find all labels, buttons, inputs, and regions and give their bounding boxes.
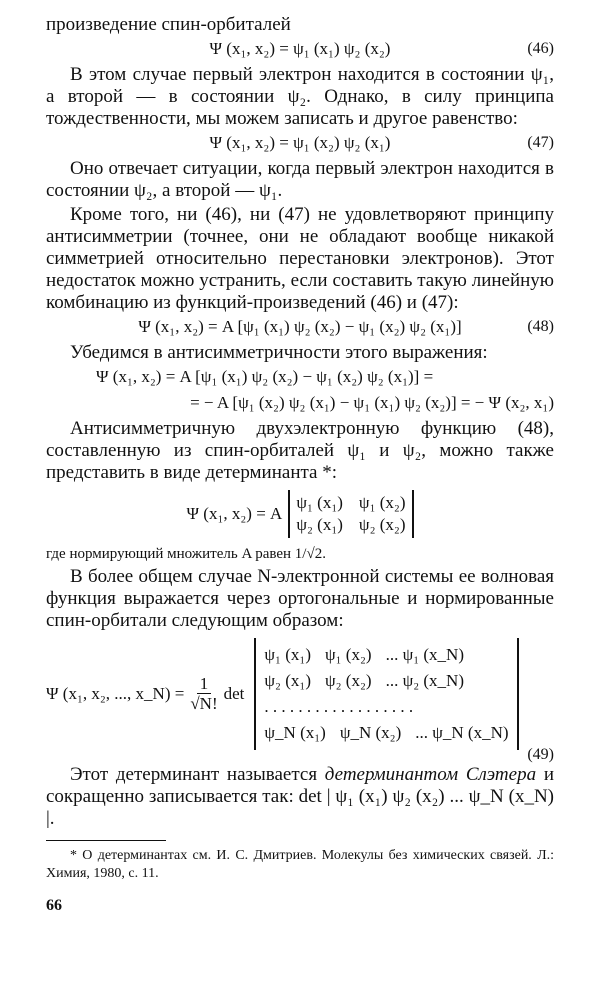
equation-48-body: Ψ (x₁, x₂) = A [ψ₁ (x₁) ψ₂ (x₂) − ψ₁ (x₂) ψ₂ (x₁)] [138, 317, 462, 336]
determinant-lhs: Ψ (x₁, x₂) = A [186, 504, 283, 523]
slater-row-1 [264, 642, 508, 668]
equation-47-body: Ψ (x₁, x₂) = ψ₁ (x₂) ψ₂ (x₁) [209, 133, 391, 152]
determinant-row-1 [296, 492, 405, 514]
fraction-numerator: 1 [197, 675, 212, 694]
equation-49-fraction [190, 675, 217, 714]
paragraph-5: Антисимметричную двухэлектронную функцию (48), составленную из спин-орбиталей ψ₁ и ψ₂, можно также представить в виде детерминанта *: [46, 418, 554, 483]
paragraph-8 [46, 764, 554, 830]
antisymmetry-line-2: = − A [ψ₁ (x₂) ψ₂ (x₁) − ψ₁ (x₁) ψ₂ (x₂)] = − Ψ (x₂, x₁) [190, 393, 554, 412]
equation-47-number: (47) [527, 134, 554, 151]
cell: ψ₁ (x₂) [324, 645, 372, 664]
det-operator: det [223, 684, 245, 703]
cell: ... ψ₂ (x_N) [385, 671, 464, 690]
paragraph-2: Оно отвечает ситуации, когда первый электрон находится в состоянии ψ₂, а второй — ψ₁. [46, 158, 554, 201]
cell: ... ψ_N (x_N) [415, 723, 509, 742]
equation-49 [46, 638, 554, 750]
antisymmetry-line-1: Ψ (x₁, x₂) = A [ψ₁ (x₁) ψ₂ (x₂) − ψ₁ (x₂) ψ₂ (x₁)] = [96, 367, 434, 386]
determinant-2x2 [46, 490, 554, 538]
equation-46-number: (46) [527, 40, 554, 57]
cell: ψ₁ (x₁) [296, 493, 343, 512]
page-content [46, 14, 554, 915]
paragraph-6: где нормирующий множитель A равен 1/√2. [46, 546, 326, 562]
cell: ψ₂ (x₂) [324, 671, 372, 690]
cell: ... ψ₁ (x_N) [385, 645, 464, 664]
paragraph-3: Кроме того, ни (46), ни (47) не удовлетворяют принципу антисимметрии (точнее, они не обладают вообще никакой симметрией относительно перестановки электронов). Этот недостаток можно устранить, если составить такую линейную комбинацию из функций-произведений (46) и (47): [46, 204, 554, 313]
italic-term: детерминантом Слэтера [324, 764, 537, 785]
dots: . . . . . . . . . . . . . . . . . . [264, 697, 414, 716]
determinant-row-2 [296, 514, 405, 536]
determinant-matrix [288, 490, 413, 538]
cell: ψ_N (x₂) [339, 723, 402, 742]
paragraph-intro: произведение спин-орбиталей [46, 14, 291, 35]
slater-row-2 [264, 668, 508, 694]
cell: ψ_N (x₁) [264, 723, 326, 742]
cell: ψ₁ (x₁) [264, 645, 311, 664]
slater-row-dots [264, 694, 508, 720]
equation-47 [46, 132, 554, 154]
equation-48 [46, 316, 554, 338]
equation-46-body: Ψ (x₁, x₂) = ψ₁ (x₁) ψ₂ (x₂) [209, 39, 391, 58]
cell: ψ₂ (x₁) [296, 515, 343, 534]
page-number: 66 [46, 897, 62, 914]
slater-row-n [264, 720, 508, 746]
equation-48-number: (48) [527, 318, 554, 335]
fraction-denominator: √N! [190, 693, 218, 713]
equation-46 [46, 38, 554, 60]
paragraph-7: В более общем случае N-электронной системы ее волновая функция выражается через ортогональные и нормированные спин-орбитали следующим образом: [46, 566, 554, 631]
slater-matrix [254, 638, 518, 750]
paragraph-1: В этом случае первый электрон находится в состоянии ψ₁, а второй — в состоянии ψ₂. Однако, в силу принципа тождественности, мы можем записать и другое равенство: [46, 64, 554, 129]
text: и сокращенно записывается так: det | ψ₁ (x₁) ψ₂ (x₂) ... ψ_N (x_N) |. [46, 764, 554, 829]
footnote-divider [46, 840, 166, 841]
cell: ψ₁ (x₂) [358, 493, 406, 512]
paragraph-4: Убедимся в антисимметричности этого выражения: [70, 342, 488, 363]
cell: ψ₂ (x₂) [358, 515, 406, 534]
text: Этот детерминант называется [70, 764, 325, 785]
equation-49-lhs: Ψ (x₁, x₂, ..., x_N) = [46, 684, 185, 703]
cell: ψ₂ (x₁) [264, 671, 311, 690]
equation-49-number: (49) [527, 746, 554, 763]
footnote: * О детерминантах см. И. С. Дмитриев. Молекулы без химических связей. Л.: Химия, 1980, с. 11. [46, 848, 554, 881]
